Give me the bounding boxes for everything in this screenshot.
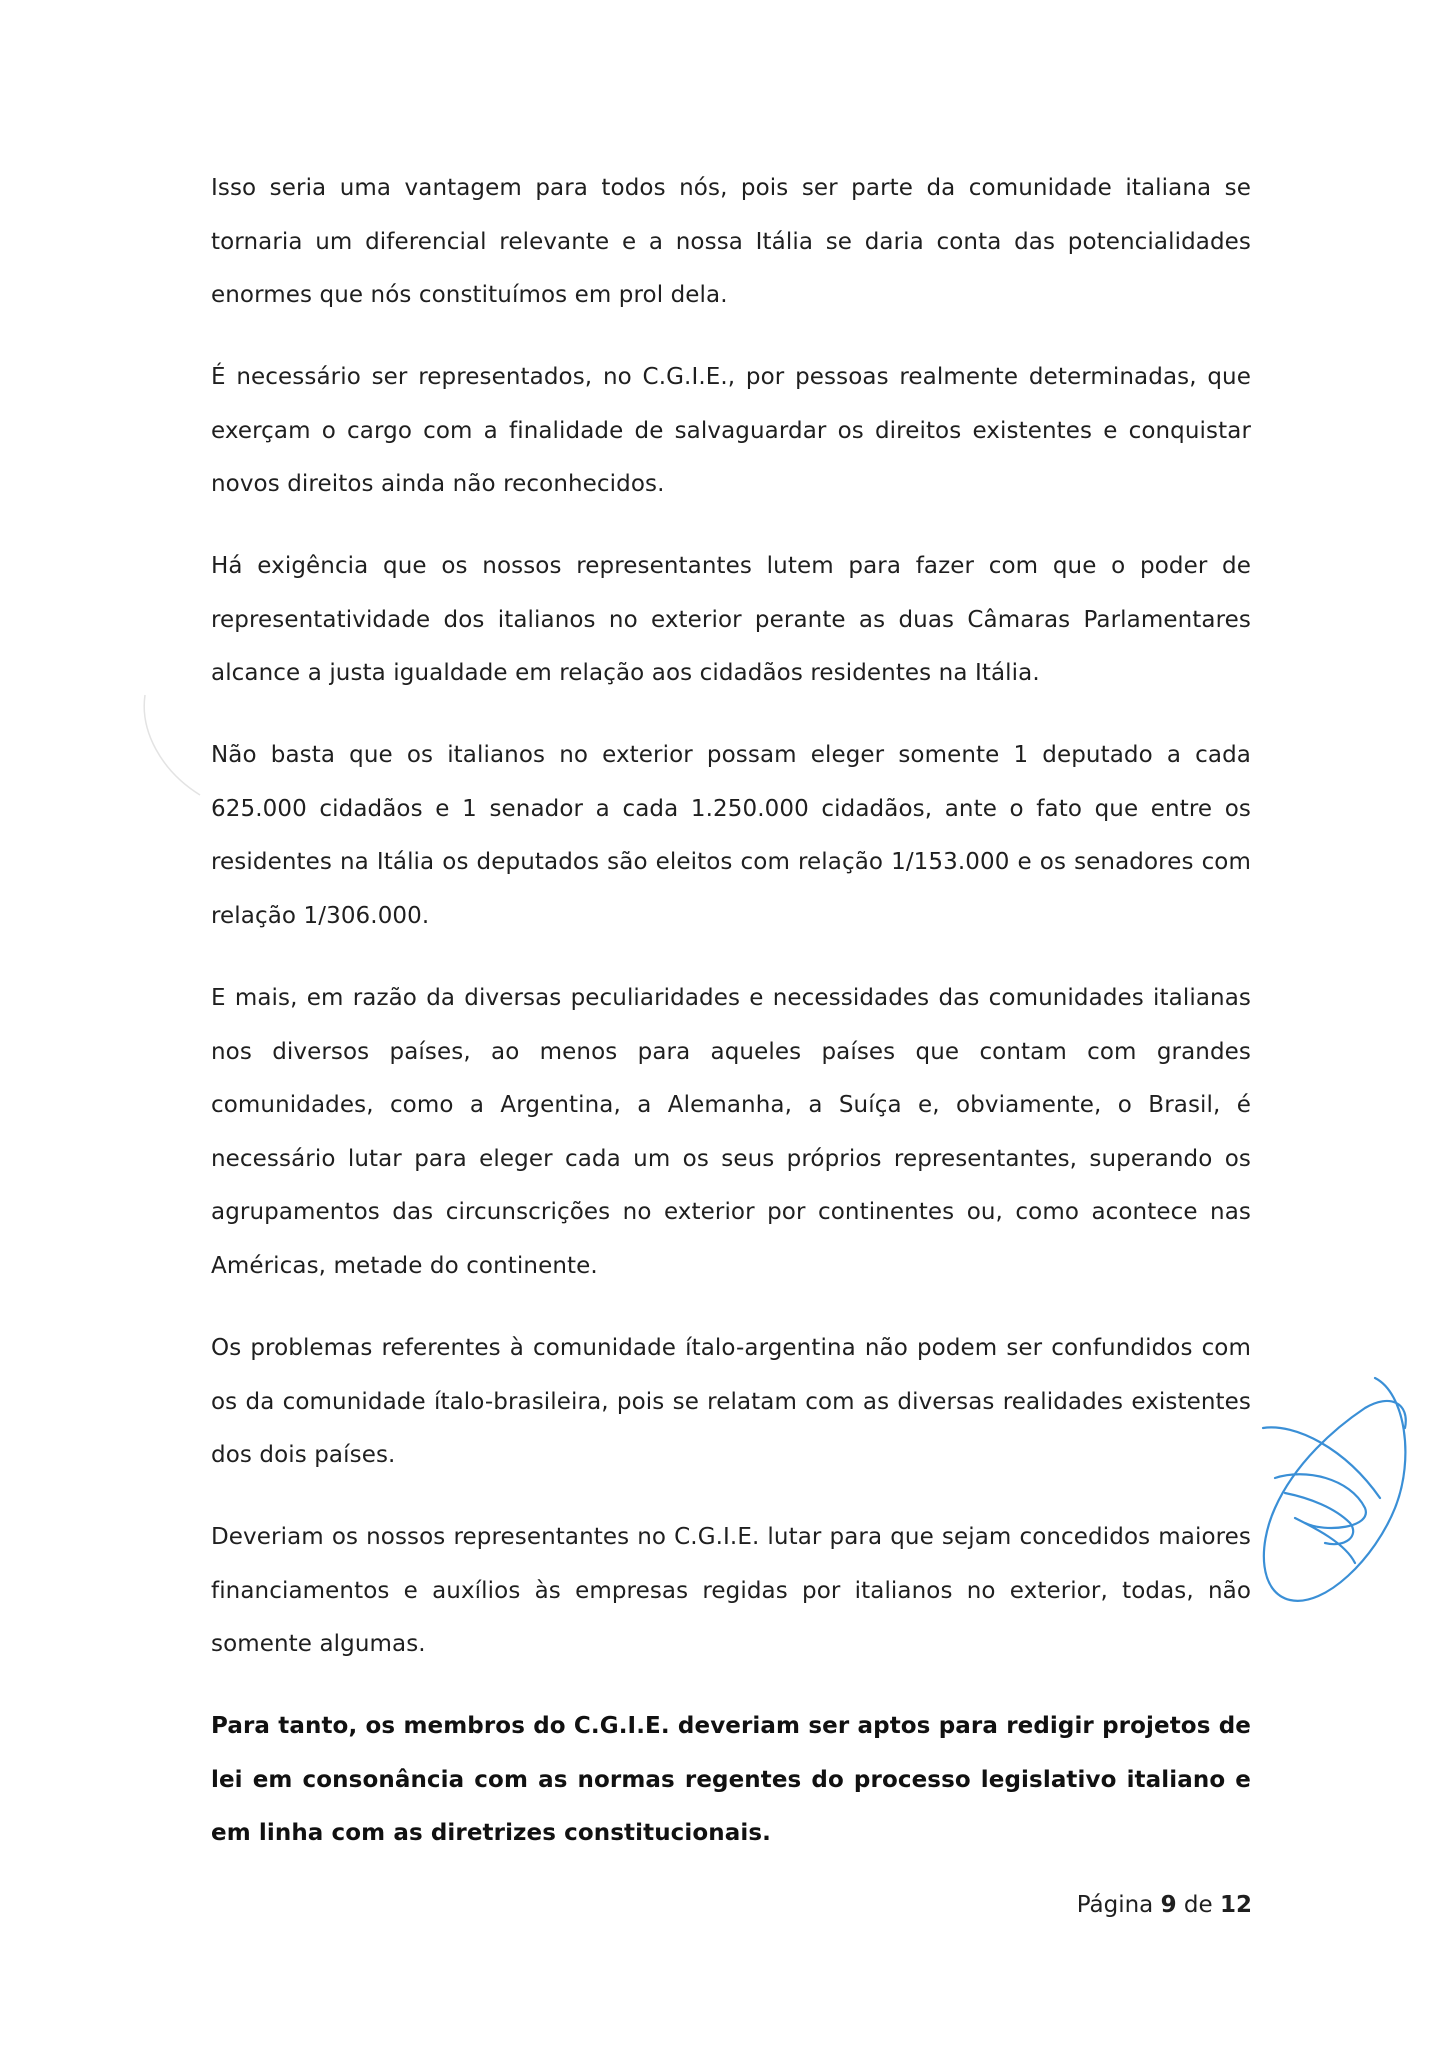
page-separator: de: [1183, 1892, 1213, 1918]
page-prefix: Página: [1076, 1892, 1154, 1918]
paragraph-6: Os problemas referentes à comunidade ítalo-argentina não podem ser confundidos com os da comunidade ítalo-brasileira, pois se relatam com as diversas realidades existentes dos dois países.: [211, 1335, 1251, 1468]
page-number: [1077, 1892, 1252, 1918]
paragraph-5: E mais, em razão da diversas peculiaridades e necessidades das comunidades italianas nos diversos países, ao menos para aqueles países que contam com grandes comunidades, como a Argentina, a Alemanha, a Suíça e, obviamente, o Brasil, é necessário lutar para eleger cada um os seus próprios representantes, superando os agrupamentos das circunscrições no exterior por continentes ou, como acontece nas Américas, metade do continente.: [211, 985, 1251, 1279]
paragraph-8: Para tanto, os membros do C.G.I.E. deveriam ser aptos para redigir projetos de lei em consonância com as normas regentes do processo legislativo italiano e em linha com as diretrizes constitucionais.: [211, 1713, 1251, 1846]
paragraph-4: Não basta que os italianos no exterior possam eleger somente 1 deputado a cada 625.000 cidadãos e 1 senador a cada 1.250.000 cidadãos, ante o fato que entre os residentes na Itália os deputados são eleitos com relação 1/153.000 e os senadores com relação 1/306.000.: [211, 742, 1251, 929]
paragraph-1: Isso seria uma vantagem para todos nós, pois ser parte da comunidade italiana se tornaria um diferencial relevante e a nossa Itália se daria conta das potencialidades enormes que nós constituímos em prol dela.: [211, 175, 1251, 308]
paragraph-2: É necessário ser representados, no C.G.I.E., por pessoas realmente determinadas, que exerçam o cargo com a finalidade de salvaguardar os direitos existentes e conquistar novos direitos ainda não reconhecidos.: [211, 364, 1251, 497]
handwritten-signature: [1255, 1368, 1415, 1618]
paragraph-7: Deveriam os nossos representantes no C.G.I.E. lutar para que sejam concedidos maiores financiamentos e auxílios às empresas regidas por italianos no exterior, todas, não somente algumas.: [211, 1524, 1251, 1657]
page-current: 9: [1160, 1892, 1177, 1918]
margin-scan-mark: [140, 690, 210, 800]
paragraph-3: Há exigência que os nossos representantes lutem para fazer com que o poder de representatividade dos italianos no exterior perante as duas Câmaras Parlamentares alcance a justa igualdade em relação aos cidadãos residentes na Itália.: [211, 553, 1251, 686]
page-total: 12: [1219, 1892, 1252, 1918]
